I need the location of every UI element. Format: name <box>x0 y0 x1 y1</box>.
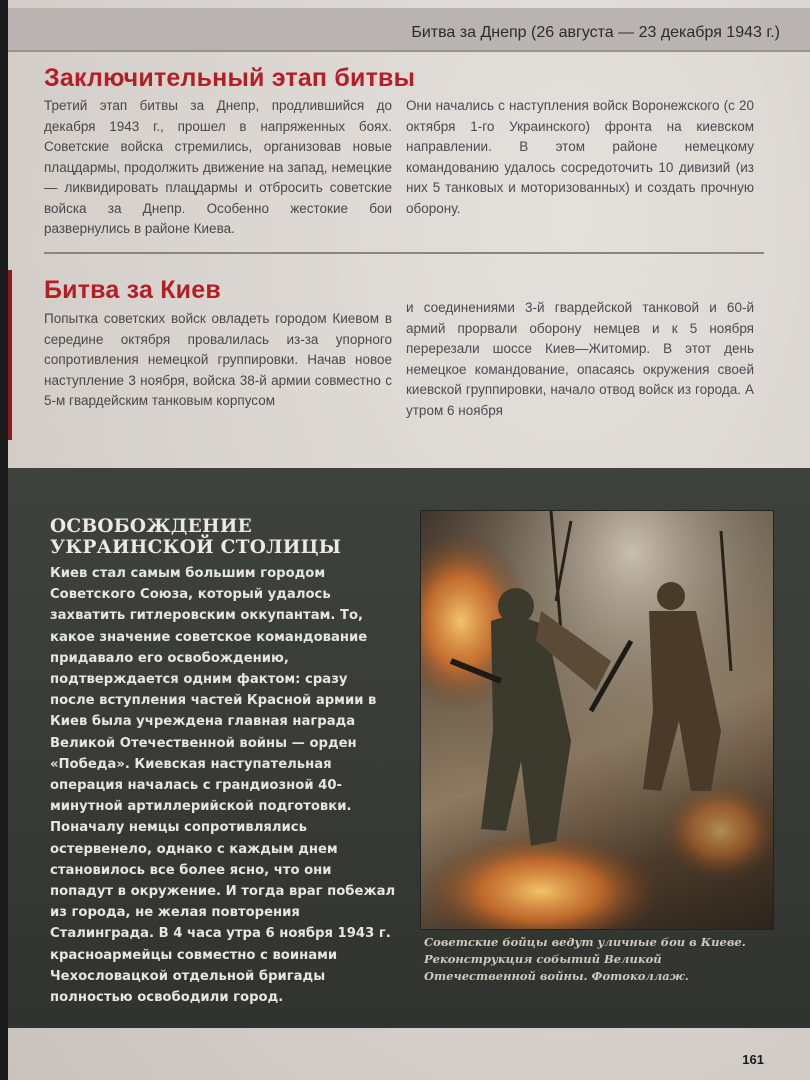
photo-illustration-icon <box>421 511 773 929</box>
photo-caption: Советские бойцы ведут уличные бои в Киеве. Реконструкция событий Великой Отечественной войны. Фотоколлаж. <box>424 935 746 983</box>
section-heading-final-stage: Заключительный этап битвы <box>44 64 416 92</box>
section2-column-right: и соединениями 3-й гвардейской танковой и 60-й армий прорвали оборону немцев и к 5 ноября перерезали шоссе Киев—Житомир. В этот день немецкое командование, опасаясь окружения своей киевской группировки, начало отвод войск из города. А утром 6 ноября <box>406 300 754 418</box>
running-title: Битва за Днепр (26 августа — 23 декабря 1943 г.) <box>411 24 780 41</box>
header-rule <box>8 50 810 52</box>
page-edge-marker <box>8 270 12 440</box>
section1-column-left: Третий этап битвы за Днепр, продлившийся до декабря 1943 г., прошел в напряженных боях. Советские войска стремились, организовав новые плацдармы, продолжить движение на запад, немецкие — ликвидировать плацдармы и отбросить советские войска за Днепр. Особенно жестокие бои развернулись в районе Киева. <box>44 98 392 236</box>
section2-column-left: Попытка советских войск овладеть городом Киевом в середине октября провалилась из-за упорного сопротивления немецкой группировки. Начав новое наступление 3 ноября, войска 38-й армии совместно с 5-м гвардейским танковым корпусом <box>44 311 392 408</box>
section1-column-right: Они начались с наступления войск Воронежского (с 20 октября 1-го Украинского) фронта на киевском направлении. В этом районе немецкому командованию удалось сосредоточить 10 дивизий (из них 5 танковых и моторизованных) и создать прочную оборону. <box>406 98 754 216</box>
section-heading-battle-kiev: Битва за Киев <box>44 276 221 304</box>
sidebar-title-line2: УКРАИНСКОЙ СТОЛИЦЫ <box>50 537 342 558</box>
sidebar-body: Киев стал самым большим городом Советского Союза, который удалось захватить гитлеровским оккупантам. То, какое значение советское командование придавало его освобождению, подтверждается одним фактом: сразу после вступления частей Красной армии в Киев была учреждена главная награда Великой Отечественной войны — орден «Победа». Киевская наступательная операция началась с грандиозной 40-минутной артиллерийской подготовки. Поначалу немцы сопротивлялись остервенело, однако с каждым днем становилось все более ясно, что они попадут в окружение. И тогда враг побежал из города, не желая повторения Сталинграда. В 4 часа утра 6 ноября 1943 г. красноармейцы совместно с воинами Чехословацкой отдельной бригады полностью освободили город. <box>50 566 396 1006</box>
section-divider <box>44 252 764 254</box>
sidebar-title-line1: ОСВОБОЖДЕНИЕ <box>50 516 252 537</box>
battle-photo <box>420 510 774 930</box>
running-header <box>8 8 810 52</box>
sidebar-title <box>50 516 341 558</box>
book-page <box>8 0 810 1080</box>
page-number: 161 <box>742 1052 764 1067</box>
